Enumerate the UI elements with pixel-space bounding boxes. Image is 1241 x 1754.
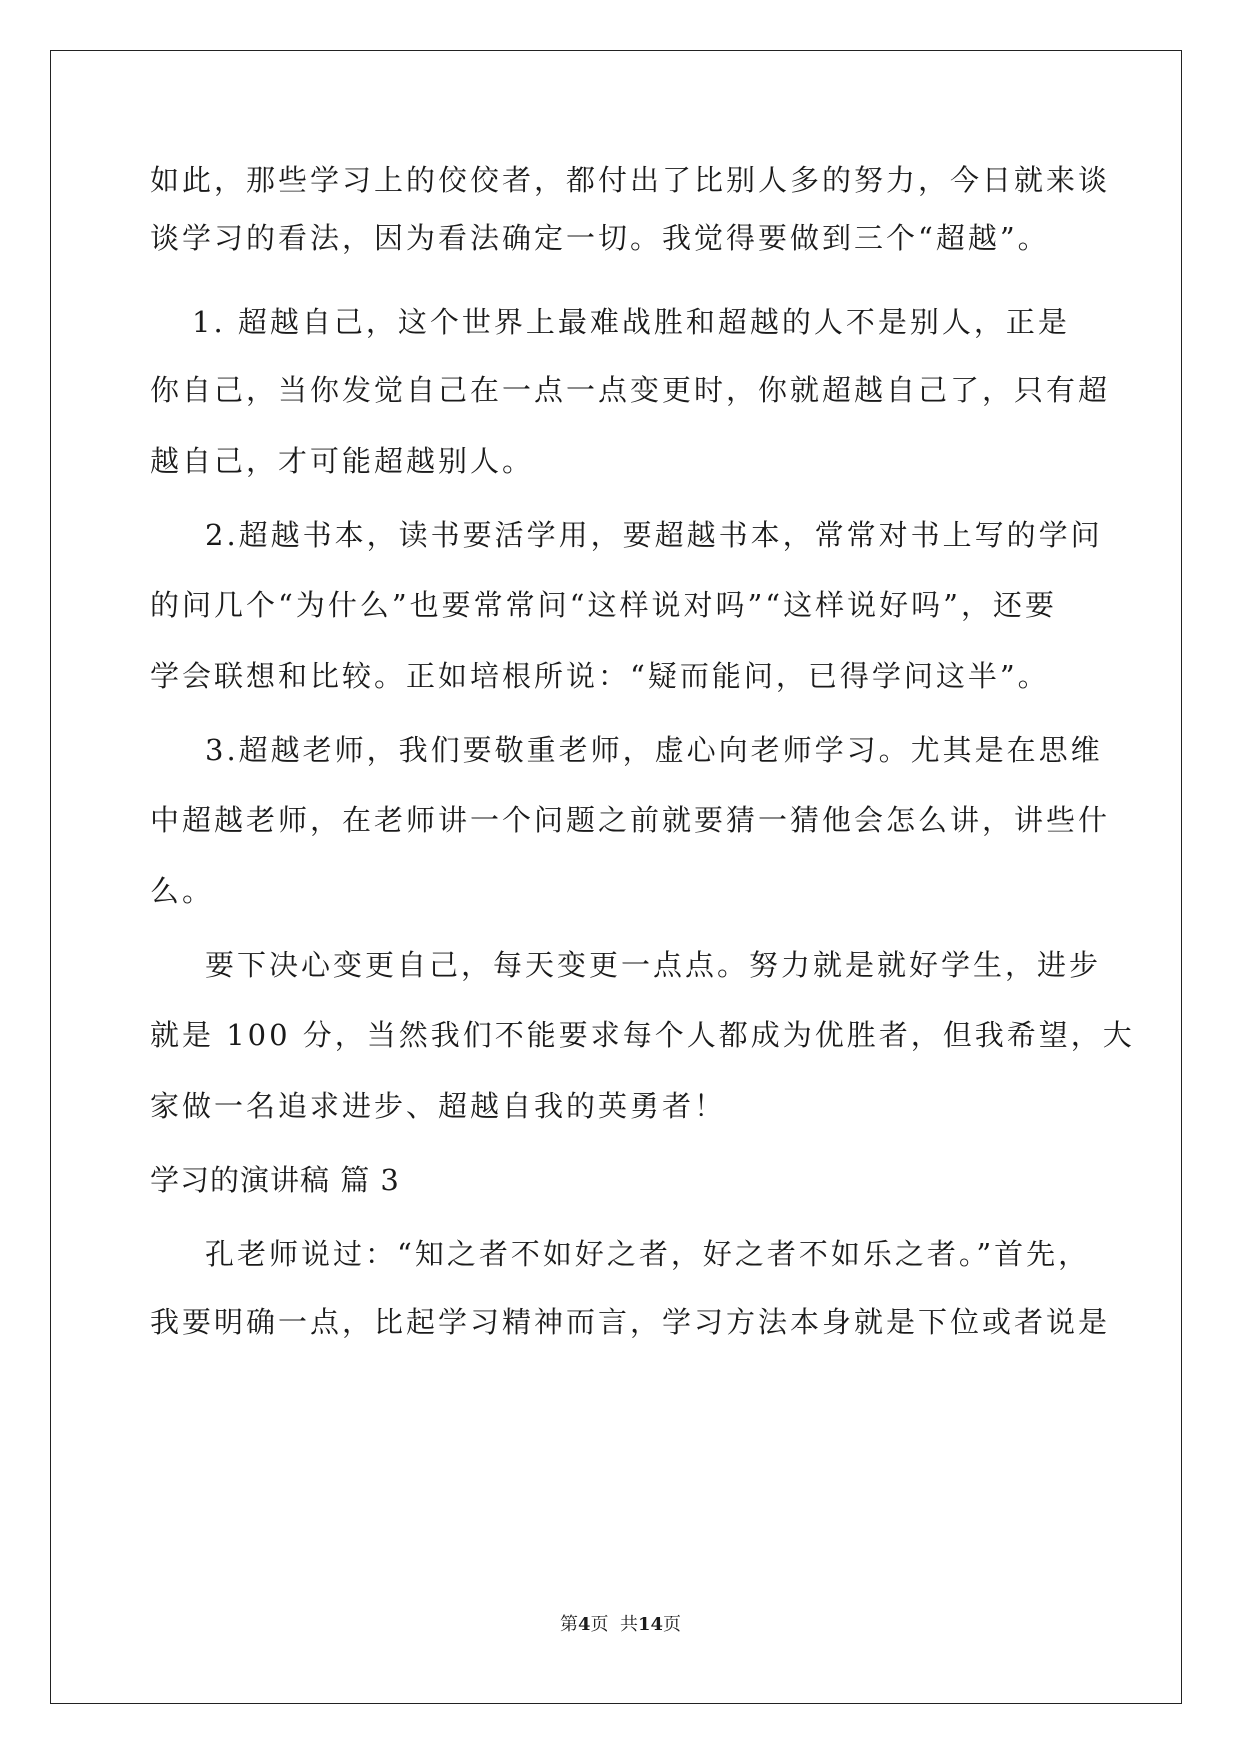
section-heading: 学习的演讲稿 篇 3 — [150, 1163, 400, 1197]
page-footer — [0, 1610, 1241, 1636]
body-line: 家做一名追求进步、超越自我的英勇者！ — [150, 1089, 727, 1123]
body-line: 3.超越老师，我们要敬重老师，虚心向老师学习。尤其是在思维 — [205, 733, 1103, 767]
body-line: 孔老师说过：“知之者不如好之者，好之者不如乐之者。”首先， — [205, 1237, 1091, 1271]
body-line: 1. 超越自己，这个世界上最难战胜和超越的人不是别人，正是 — [192, 305, 1070, 339]
body-line: 学会联想和比较。正如培根所说：“疑而能问，已得学问这半”。 — [150, 659, 1050, 693]
body-line: 要下决心变更自己，每天变更一点点。努力就是就好学生，进步 — [205, 948, 1102, 982]
body-line: 就是 100 分，当然我们不能要求每个人都成为优胜者，但我希望，大 — [150, 1018, 1135, 1052]
body-line: 么。 — [150, 874, 215, 908]
footer-prefix: 第 — [559, 1614, 578, 1635]
page-border — [50, 50, 1182, 1704]
footer-page-number: 4 — [577, 1614, 591, 1635]
body-line: 的问几个“为什么”也要常常问“这样说对吗”“这样说好吗”，还要 — [150, 588, 1057, 622]
footer-suffix: 页 — [663, 1614, 682, 1635]
body-line: 我要明确一点，比起学习精神而言，学习方法本身就是下位或者说是 — [150, 1305, 1111, 1339]
body-line: 如此，那些学习上的佼佼者，都付出了比别人多的努力，今日就来谈 — [150, 163, 1111, 197]
footer-total-pages: 14 — [637, 1614, 664, 1635]
body-line: 2.超越书本，读书要活学用，要超越书本，常常对书上写的学问 — [205, 518, 1103, 552]
footer-mid: 页 共 — [590, 1614, 638, 1635]
body-line: 谈学习的看法，因为看法确定一切。我觉得要做到三个“超越”。 — [150, 221, 1050, 255]
body-line: 中超越老师，在老师讲一个问题之前就要猜一猜他会怎么讲，讲些什 — [150, 803, 1111, 837]
body-line: 你自己，当你发觉自己在一点一点变更时，你就超越自己了，只有超 — [150, 373, 1111, 407]
body-line: 越自己，才可能超越别人。 — [150, 444, 535, 478]
